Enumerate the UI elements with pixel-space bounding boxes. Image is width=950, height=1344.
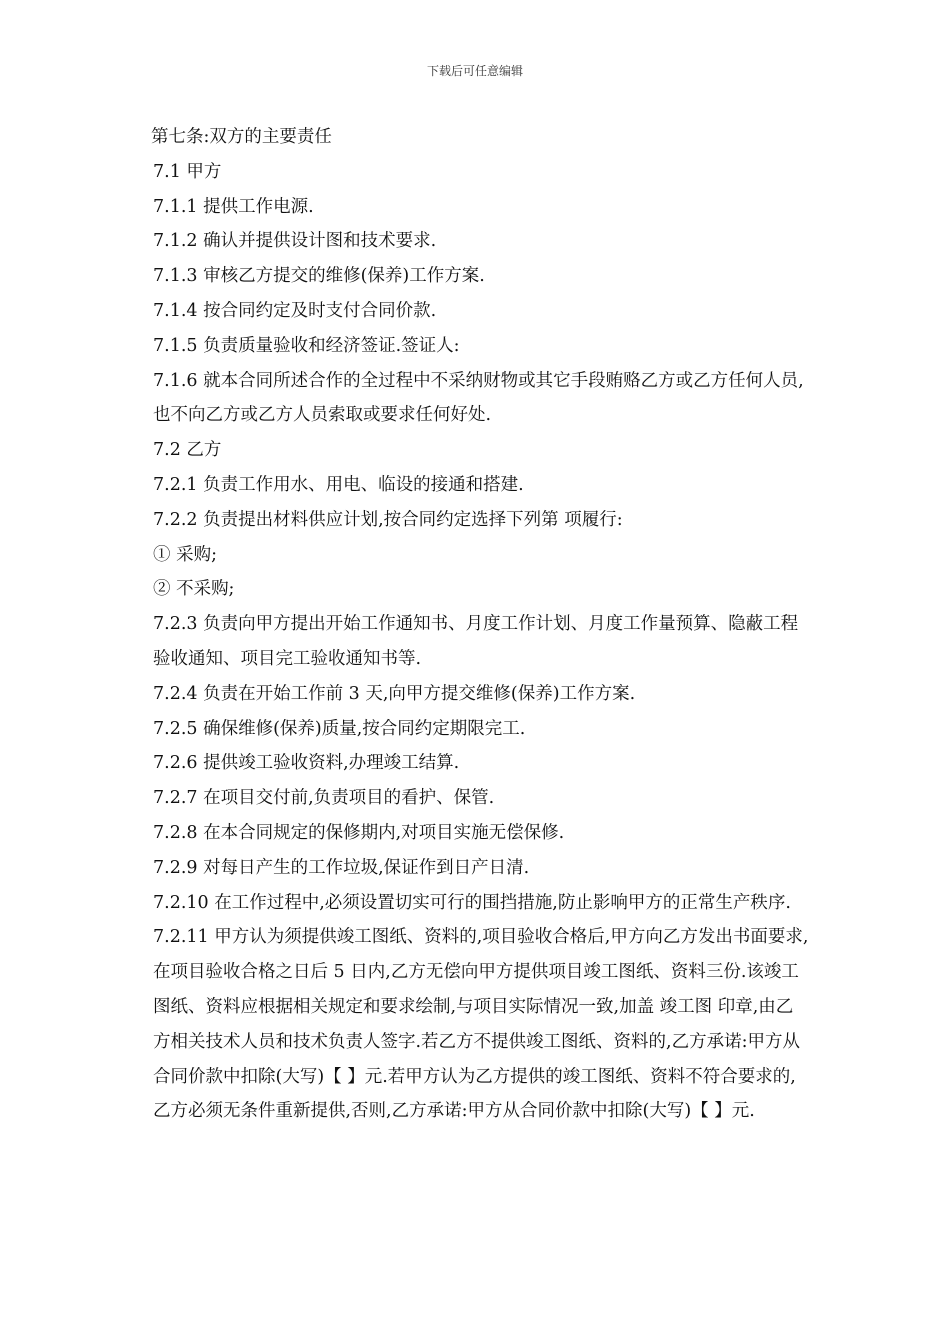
clause-7-2-3: 7.2.3 负责向甲方提出开始工作通知书、月度工作计划、月度工作量预算、隐蔽工程验收通知、项目完工验收通知书等. xyxy=(153,614,799,669)
page-header: 下载后可任意编辑 xyxy=(426,64,523,78)
clause-7-2-5: 7.2.5 确保维修(保养)质量,按合同约定期限完工. xyxy=(153,718,526,739)
clause-7-2-4: 7.2.4 负责在开始工作前 3 天,向甲方提交维修(保养)工作方案. xyxy=(153,683,636,704)
clause-7-1-6: 7.1.6 就本合同所述合作的全过程中不采纳财物或其它手段贿赂乙方或乙方任何人员,也不向乙方或乙方人员索取或要求任何好处. xyxy=(153,370,804,426)
clause-7-2-6: 7.2.6 提供竣工验收资料,办理竣工结算. xyxy=(153,753,460,774)
option-1: ① 采购; xyxy=(153,544,217,565)
clause-7-2-1: 7.2.1 负责工作用水、用电、临设的接通和搭建. xyxy=(153,474,524,495)
clause-7-1-5: 7.1.5 负责质量验收和经济签证.签证人: xyxy=(153,335,460,356)
clause-7-2-9: 7.2.9 对每日产生的工作垃圾,保证作到日产日清. xyxy=(153,857,530,878)
clause-7-2-7: 7.2.7 在项目交付前,负责项目的看护、保管. xyxy=(153,788,495,809)
section-heading: 第七条:双方的主要责任 xyxy=(151,127,332,147)
clause-7-2-2: 7.2.2 负责提出材料供应计划,按合同约定选择下列第 项履行: xyxy=(153,509,623,530)
clause-7-1-1: 7.1.1 提供工作电源. xyxy=(153,196,314,217)
option-2: ② 不采购; xyxy=(153,579,235,600)
clause-7-1-2: 7.1.2 确认并提供设计图和技术要求. xyxy=(153,231,437,252)
clause-7-1: 7.1 甲方 xyxy=(153,161,222,182)
clause-7-2-10: 7.2.10 在工作过程中,必须设置切实可行的围挡措施,防止影响甲方的正常生产秩序. xyxy=(153,892,791,913)
document-body xyxy=(147,120,810,1129)
clause-7-2-11: 7.2.11 甲方认为须提供竣工图纸、资料的,项目验收合格后,甲方向乙方发出书面要求,在项目验收合格之日后 5 日内,乙方无偿向甲方提供项目竣工图纸、资料三份.该竣工图纸、资料应根据相关规定和要求绘制,与项目实际情况一致,加盖 竣工图 印章,由乙方相关技术人员和技术负责人签字.若乙方不提供竣工图纸、资料的,乙方承诺:甲方从合同价款中扣除(大写)【 】元.若甲方认为乙方提供的竣工图纸、资料不符合要求的,乙方必须无条件重新提供,否则,乙方承诺:甲方从合同价款中扣除(大写)【 】元. xyxy=(153,927,809,1122)
clause-7-1-4: 7.1.4 按合同约定及时支付合同价款. xyxy=(153,300,437,321)
clause-7-2-8: 7.2.8 在本合同规定的保修期内,对项目实施无偿保修. xyxy=(153,822,565,843)
clause-7-2: 7.2 乙方 xyxy=(153,440,222,461)
clause-7-1-3: 7.1.3 审核乙方提交的维修(保养)工作方案. xyxy=(153,266,485,287)
